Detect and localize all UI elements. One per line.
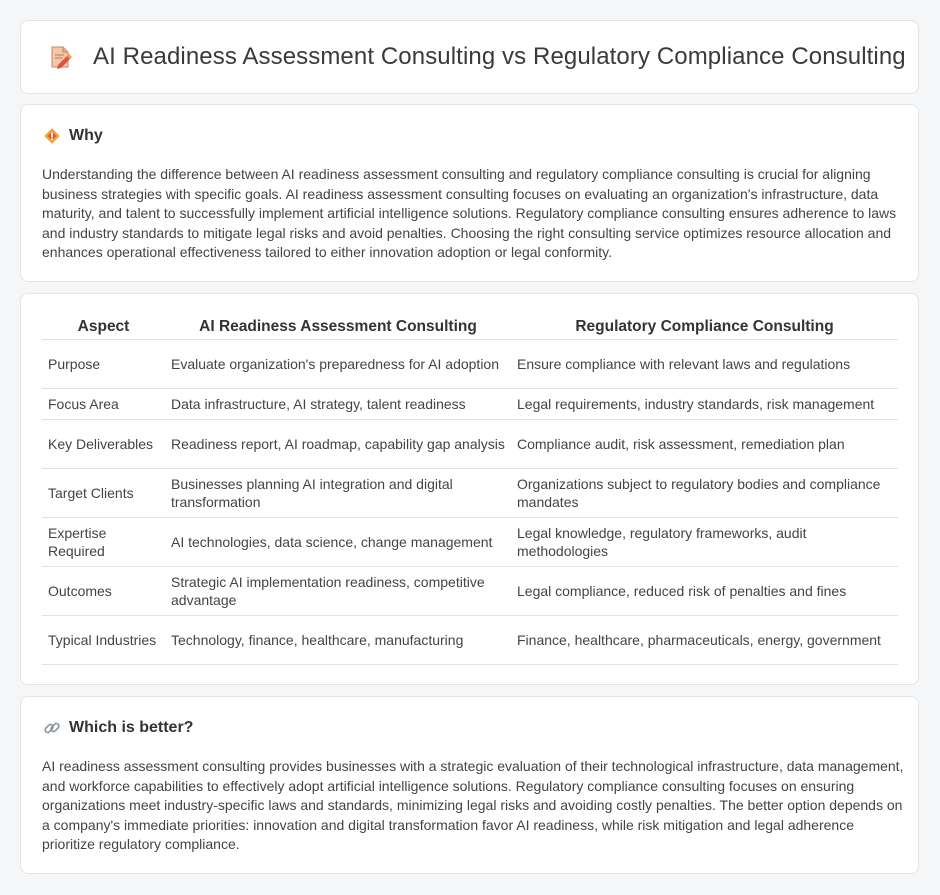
row-compliance-value: Legal compliance, reduced risk of penalties and fines [511, 567, 898, 616]
title-card [20, 20, 919, 94]
table-row [42, 567, 898, 616]
row-compliance-value: Compliance audit, risk assessment, remediation plan [511, 420, 898, 469]
row-ai-value: Strategic AI implementation readiness, competitive advantage [165, 567, 511, 616]
row-compliance-value: Finance, healthcare, pharmaceuticals, energy, government [511, 616, 898, 665]
row-ai-value: Evaluate organization's preparedness for AI adoption [165, 340, 511, 389]
row-ai-value: Readiness report, AI roadmap, capability gap analysis [165, 420, 511, 469]
row-compliance-value: Organizations subject to regulatory bodies and compliance mandates [511, 469, 898, 518]
comparison-section [20, 293, 919, 685]
why-section [20, 104, 919, 282]
better-heading: Which is better? [69, 719, 194, 736]
page-title: AI Readiness Assessment Consulting vs Regulatory Compliance Consulting [93, 43, 906, 70]
header-ai-readiness: AI Readiness Assessment Consulting [165, 316, 511, 340]
row-aspect: Focus Area [42, 389, 165, 420]
header-aspect: Aspect [42, 316, 165, 340]
row-aspect: Typical Industries [42, 616, 165, 665]
better-body: AI readiness assessment consulting provides businesses with a strategic evaluation of their technological infrastructure, data management, and workforce capabilities to effectively adopt artificial intelligence solutions. Regulatory compliance consulting focuses on ensuring organizations meet industry-specific laws and standards, minimizing legal risks and avoiding costly penalties. The better option depends on a company's immediate priorities: innovation and digital transformation favor AI readiness, while risk mitigation and legal adherence prioritize regulatory compliance. [42, 758, 904, 853]
table-row [42, 340, 898, 389]
table-header-row [42, 316, 898, 340]
row-compliance-value: Legal requirements, industry standards, risk management [511, 389, 898, 420]
which-is-better-section [20, 696, 919, 874]
link-icon [43, 719, 61, 737]
row-compliance-value: Ensure compliance with relevant laws and regulations [511, 340, 898, 389]
row-aspect: Purpose [42, 340, 165, 389]
why-heading: Why [69, 127, 103, 144]
row-aspect: Key Deliverables [42, 420, 165, 469]
row-compliance-value: Legal knowledge, regulatory frameworks, audit methodologies [511, 518, 898, 567]
header-regulatory-compliance: Regulatory Compliance Consulting [511, 316, 898, 340]
row-aspect: Expertise Required [42, 518, 165, 567]
table-row [42, 518, 898, 567]
diamond-warning-icon [43, 127, 61, 145]
document-pen-icon [47, 44, 73, 70]
why-body: Understanding the difference between AI readiness assessment consulting and regulatory compliance consulting is crucial for aligning business strategies with specific goals. AI readiness assessment consulting focuses on evaluating an organization's infrastructure, data maturity, and talent to successfully implement artificial intelligence solutions. Regulatory compliance consulting ensures adherence to laws and industry standards to mitigate legal risks and avoid penalties. Choosing the right consulting service optimizes resource allocation and enhances operational effectiveness tailored to either innovation adoption or legal conformity. [42, 166, 897, 261]
table-row [42, 389, 898, 420]
row-ai-value: Businesses planning AI integration and digital transformation [165, 469, 511, 518]
table-row [42, 616, 898, 665]
row-aspect: Target Clients [42, 469, 165, 518]
table-row [42, 469, 898, 518]
comparison-table [42, 316, 898, 665]
row-ai-value: AI technologies, data science, change management [165, 518, 511, 567]
row-aspect: Outcomes [42, 567, 165, 616]
table-row [42, 420, 898, 469]
row-ai-value: Data infrastructure, AI strategy, talent readiness [165, 389, 511, 420]
row-ai-value: Technology, finance, healthcare, manufacturing [165, 616, 511, 665]
